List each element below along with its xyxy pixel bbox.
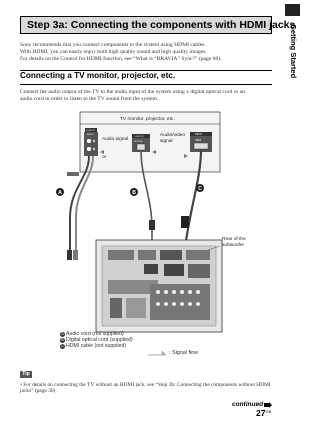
legend-marker-b: B (61, 338, 64, 342)
intro-line-2: With HDMI, you can easily enjoy both high quality sound and high quality images. (20, 49, 207, 55)
body-line-2: audio cord in order to listen to the TV sound from the system. (20, 96, 159, 102)
legend-text-c: HDMI cable (not supplied) (66, 343, 126, 349)
section-heading: Connecting a TV monitor, projector, etc. (20, 71, 176, 80)
audio-video-signal-label-1: Audio/video (160, 133, 186, 138)
intro-line-1: Sony recommends that you connect components to the system using HDMI cables. (20, 42, 206, 48)
tv-jack-digital-label: OUTPUT (135, 136, 144, 138)
svg-text:B: B (132, 190, 136, 196)
tv-jack-input-label: INPUT (195, 133, 203, 136)
page-number-suffix: GB (265, 409, 272, 414)
section-side-label: Getting Started (289, 24, 298, 79)
svg-text:C: C (198, 186, 202, 192)
legend-text-b: Digital optical cord (supplied) (66, 337, 133, 343)
svg-text:A: A (58, 190, 62, 196)
signal-flow-label: : Signal flow (169, 350, 199, 356)
intro-line-3: For details on the Control for HDMI function, see “What is “BRAVIA” Sync?” (page 60). (20, 56, 222, 62)
legend-item-c (60, 343, 126, 349)
tv-jack-hdmi-label: HDMI (195, 139, 202, 142)
tv-jack-output-label: OUTPUT (86, 130, 95, 132)
tip-line-1: • For details on connecting the TV without an HDMI jack, see “Step 3b: Connecting the components without HDMI (20, 382, 271, 388)
legend-text-a: Audio cord (not supplied) (66, 331, 124, 337)
step-heading-box (20, 16, 296, 34)
audio-signal-label: Audio signal (102, 137, 129, 142)
legend-marker-c: C (61, 344, 64, 348)
signal-flow-arrow-icon (148, 350, 166, 356)
side-tab-marker (285, 4, 300, 16)
tip-line-2: jacks” (page 30). (20, 388, 57, 394)
or-label: or (102, 155, 107, 160)
tv-jack-optical-label: OPTICAL (134, 141, 143, 143)
page-number (256, 408, 271, 418)
continued-label: continued (232, 401, 264, 408)
subheading-rule-bottom (20, 84, 272, 85)
step-heading: Step 3a: Connecting the components with HDMI jacks (27, 19, 296, 31)
body-line-1: Connect the audio output of the TV to the audio input of the system using a digital optical cord or an (20, 89, 246, 95)
rear-label-line-1: Rear of the (222, 237, 246, 242)
tv-jack-audio-label: AUDIO (87, 134, 94, 136)
tv-label: TV monitor, projector, etc. (120, 117, 175, 122)
tip-badge: Tip (20, 371, 32, 378)
rear-label-line-2: subwoofer (222, 243, 245, 248)
page-number-value: 27 (256, 408, 266, 418)
legend-marker-a: A (61, 332, 64, 336)
cable-a-audio-cord (70, 156, 89, 256)
audio-video-signal-label-2: signal (160, 139, 173, 144)
connection-diagram (40, 108, 260, 346)
